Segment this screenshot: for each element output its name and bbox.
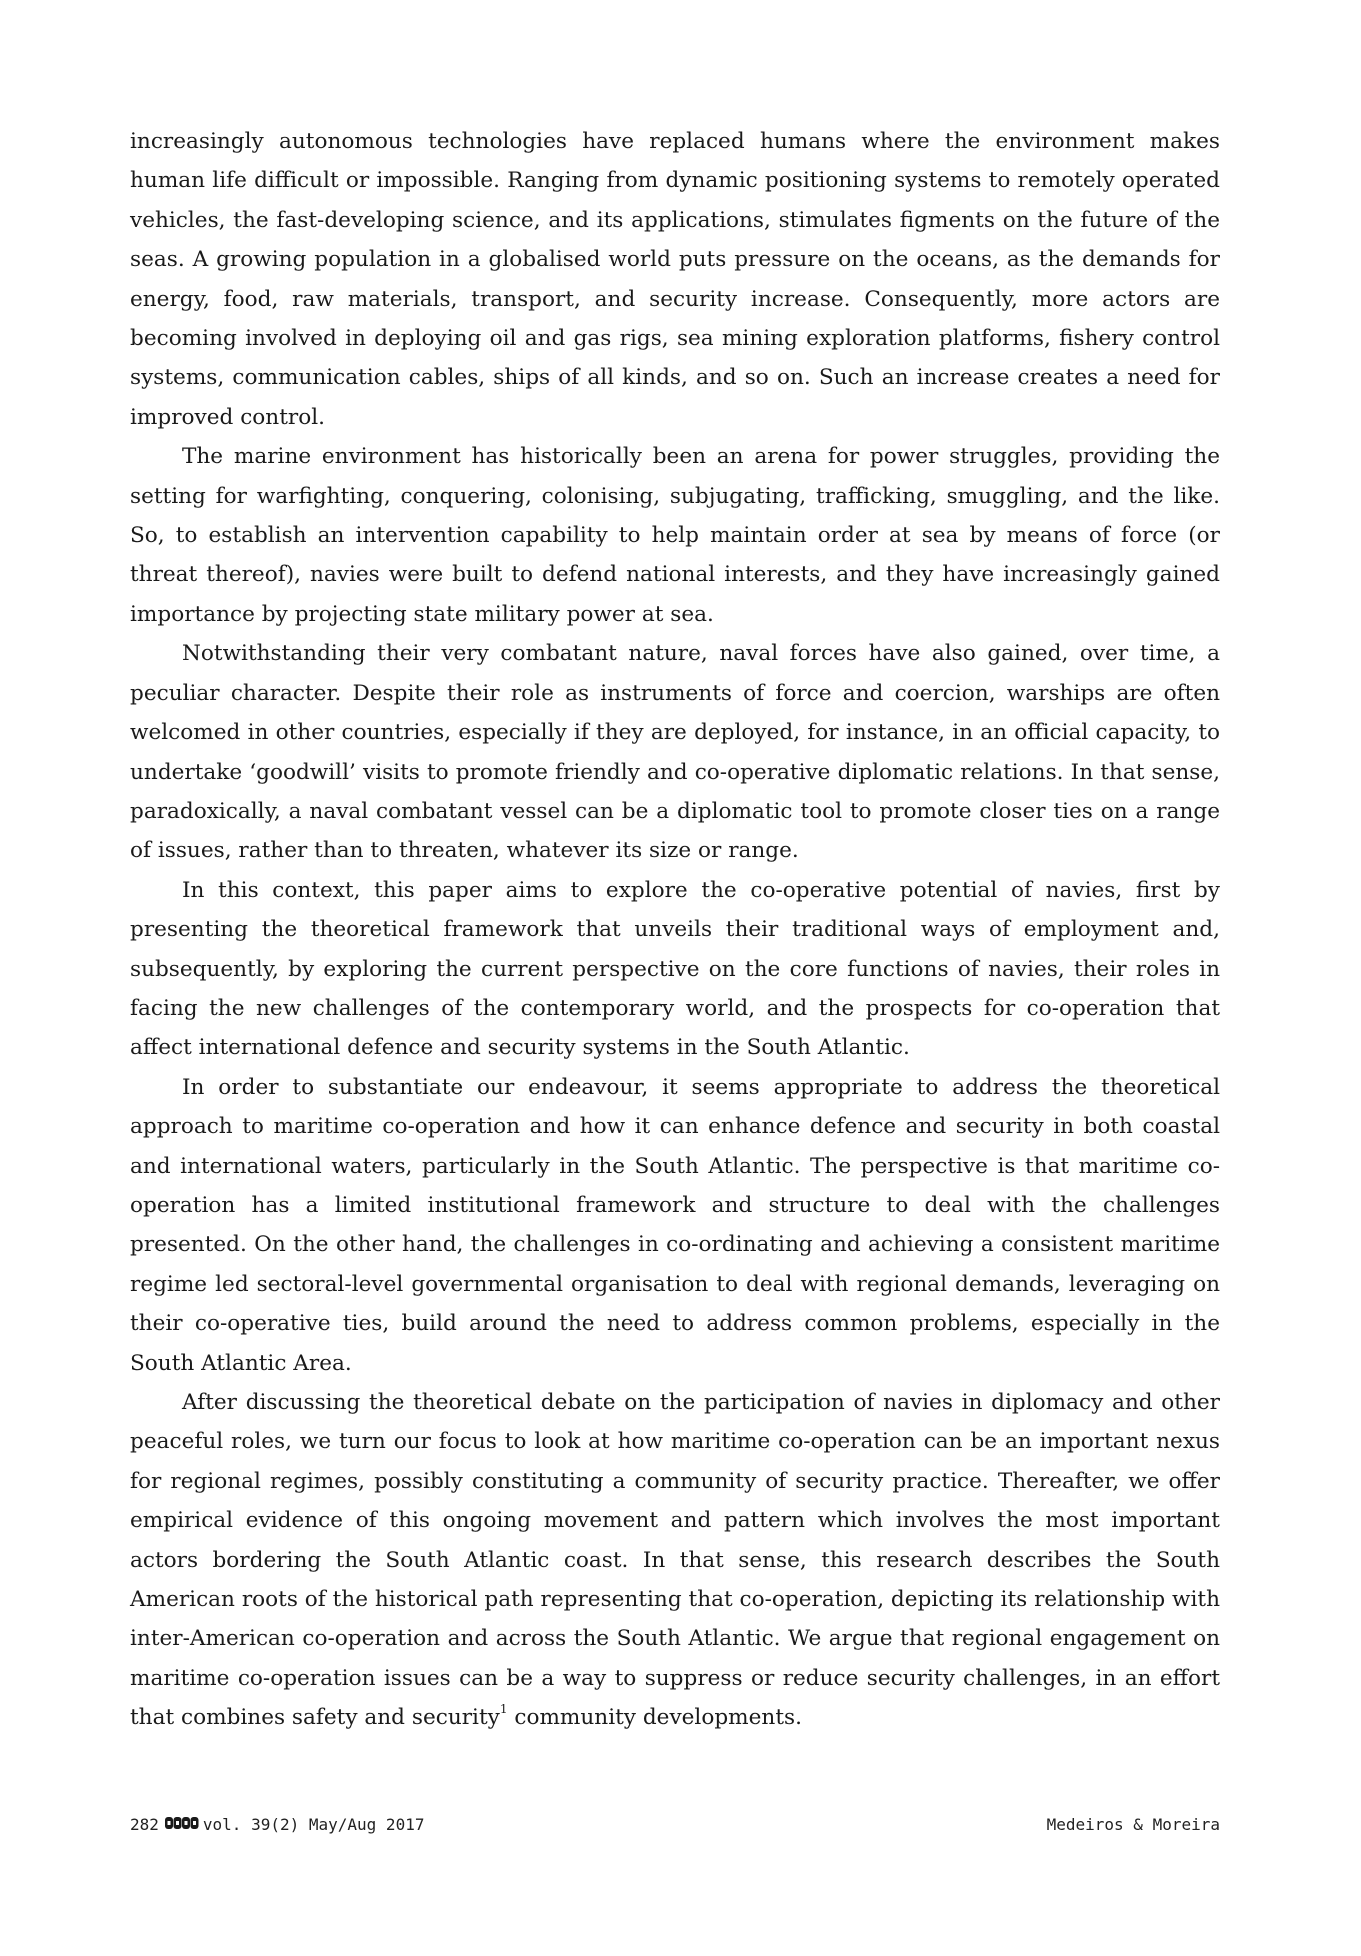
page-number: 282	[130, 1815, 159, 1834]
journal-logo-icon	[165, 1815, 199, 1831]
paragraph-6-text: After discussing the theoretical debate on the participation of navies in diplomacy and other peaceful roles, we turn our focus to look at how maritime co-operation can be an important nexus for regional regimes, possibly constituting a community of security practice. Thereafter, we offer empirical evidence of this ongoing movement and pattern which involves the most important actors bordering the South Atlantic coast. In that sense, this research describes the South American roots of the historical path representing that co-operation, depicting its relationship with inter-American co-operation and across the South Atlantic. We argue that regional engagement on maritime co-operation issues can be a way to suppress or reduce security challenges, in an effort that combines safety and security	[130, 1390, 1220, 1731]
paragraph-3: Notwithstanding their very combatant nature, naval forces have also gained, over time, a peculiar character. Despite their role as instruments of force and coercion, warships are often welcomed in other countries, especially if they are deployed, for instance, in an official capacity, to undertake ‘goodwill’ visits to promote friendly and co-operative diplomatic relations. In that sense, paradoxically, a naval combatant vessel can be a diplomatic tool to promote closer ties on a range of issues, rather than to threaten, whatever its size or range.	[130, 641, 1220, 864]
paragraph-4: In this context, this paper aims to explore the co-operative potential of navies, first by presenting the theoretical framework that unveils their traditional ways of employment and, subsequently, by exploring the current perspective on the core functions of navies, their roles in facing the new challenges of the contemporary world, and the prospects for co-operation that affect international defence and security systems in the South Atlantic.	[130, 877, 1220, 1061]
paragraph-6	[130, 1383, 1220, 1738]
article-body	[130, 122, 1220, 1738]
footnote-ref[interactable]: 1	[499, 1702, 508, 1717]
paragraph-5: In order to substantiate our endeavour, it seems appropriate to address the theoretical approach to maritime co-operation and how it can enhance defence and security in both coastal and international waters, particularly in the South Atlantic. The perspective is that maritime co-operation has a limited institutional framework and structure to deal with the challenges presented. On the other hand, the challenges in co-ordinating and achieving a consistent maritime regime led sectoral-level governmental organisation to deal with regional demands, leveraging on their co-operative ties, build around the need to address common problems, especially in the South Atlantic Area.	[130, 1074, 1220, 1376]
page-footer	[130, 1812, 1220, 1838]
footer-left	[130, 1812, 424, 1839]
footer-authors: Medeiros & Moreira	[1046, 1815, 1220, 1834]
paragraph-2: The marine environment has historically been an arena for power struggles, providing the setting for warfighting, conquering, colonising, subjugating, trafficking, smuggling, and the like. So, to establish an intervention capability to help maintain order at sea by means of force (or threat thereof), navies were built to defend national interests, and they have increasingly gained importance by projecting state military power at sea.	[130, 444, 1220, 627]
paragraph-6-text-after: community developments.	[507, 1705, 802, 1731]
paragraph-1: increasingly autonomous technologies have replaced humans where the environment makes human life difficult or impossible. Ranging from dynamic positioning systems to remotely operated vehicles, the fast-developing science, and its applications, stimulates figments on the future of the seas. A growing population in a globalised world puts pressure on the oceans, as the demands for energy, food, raw materials, transport, and security increase. Consequently, more actors are becoming involved in deploying oil and gas rigs, sea mining exploration platforms, fishery control systems, communication cables, ships of all kinds, and so on. Such an increase creates a need for improved control.	[130, 129, 1220, 430]
journal-logo	[165, 1813, 199, 1839]
journal-info: vol. 39(2) May/Aug 2017	[202, 1815, 425, 1834]
